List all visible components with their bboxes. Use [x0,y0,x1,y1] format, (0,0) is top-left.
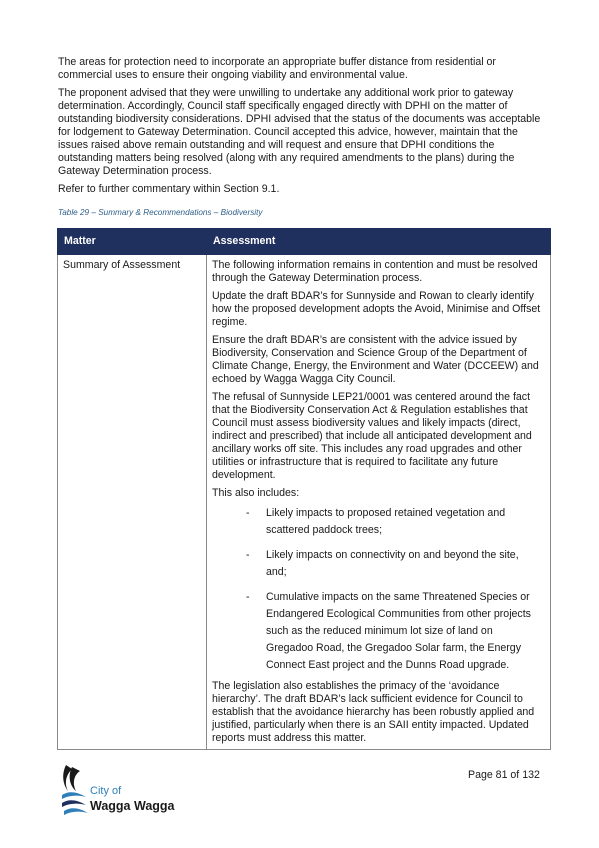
table-header-row [58,229,551,255]
assessment-paragraph-6: The legislation also establishes the primacy of the ‘avoidance hierarchy’. The draft BDAR’s lack sufficient evidence for Council to establish that the avoidance hierarchy has been robustly applied and justified, particularly when there is an SAII entity impacted. Updated reports must address this matter. [212,680,535,744]
logo-city-of: City of [90,785,122,797]
logo-wagga-wagga: Wagga Wagga [90,799,175,813]
council-logo [60,761,180,821]
header-assessment: Assessment [207,229,551,255]
assessment-paragraph-4: The refusal of Sunnyside LEP21/0001 was centered around the fact that the Biodiversity Conservation Act & Regulation establishes that Council must assess biodiversity values and likely impacts (direct, indirect and prescribed) that include all anticipated development and ancillary works off site. This includes any road upgrades and other utilities or infrastructure that is required to facilitate any future development. [212,391,532,481]
assessment-paragraph-2: Update the draft BDAR’s for Sunnyside and Rowan to clearly identify how the proposed development adopts the Avoid, Minimise and Offset regime. [212,290,541,328]
table-row [58,255,551,750]
impacts-list [212,505,545,674]
intro-text [58,56,548,201]
assessment-paragraph-5: This also includes: [212,487,300,499]
intro-paragraph-2: The proponent advised that they were unwilling to undertake any additional work prior to gateway determination. Accordingly, Council staff specifically engaged directly with DPHI on the matter of outstanding biodiversity considerations. DPHI advised that the status of the documents was acceptable for lodgement to Gateway Determination. Council accepted this advice, however, maintain that the issues raised above remain outstanding and will request and ensure that DPHI conditions the outstanding matters being resolved (along with any required amendments to the plans) during the Gateway Determination process. [58,87,541,177]
intro-paragraph-3: Refer to further commentary within Section 9.1. [58,183,280,195]
intro-paragraph-1: The areas for protection need to incorporate an appropriate buffer distance from residential or commercial uses to ensure their ongoing viability and environmental value. [58,56,496,81]
dash-bullet: - [246,591,250,603]
page-number: Page 81 of 132 [468,769,540,781]
dash-bullet: - [246,507,250,519]
header-matter: Matter [58,229,207,255]
wave-mark-icon [60,761,94,817]
biodiversity-table [57,228,551,750]
list-item-text: Likely impacts to proposed retained vegetation and scattered paddock trees; [266,507,506,536]
table-caption: Table 29 – Summary & Recommendations – Biodiversity [58,208,263,217]
list-item-text: Cumulative impacts on the same Threatened Species or Endangered Ecological Communities from other projects such as the reduced minimum lot size of land on Gregadoo Road, the Gregadoo Solar farm, the Energy Connect East project and the Dunns Road upgrade. [266,591,531,671]
assessment-cell [207,255,551,750]
list-item [246,547,545,581]
matter-cell: Summary of Assessment [58,255,207,750]
assessment-paragraph-3: Ensure the draft BDAR’s are consistent with the advice issued by Biodiversity, Conservation and Science Group of the Department of Climate Change, Energy, the Environment and Water (DCCEEW) and echoed by Wagga Wagga City Council. [212,334,539,385]
assessment-paragraph-1: The following information remains in contention and must be resolved through the Gateway Determination process. [212,259,538,284]
dash-bullet: - [246,549,250,561]
list-item-text: Likely impacts on connectivity on and beyond the site, and; [266,549,519,578]
list-item [246,505,545,539]
list-item [246,589,545,674]
